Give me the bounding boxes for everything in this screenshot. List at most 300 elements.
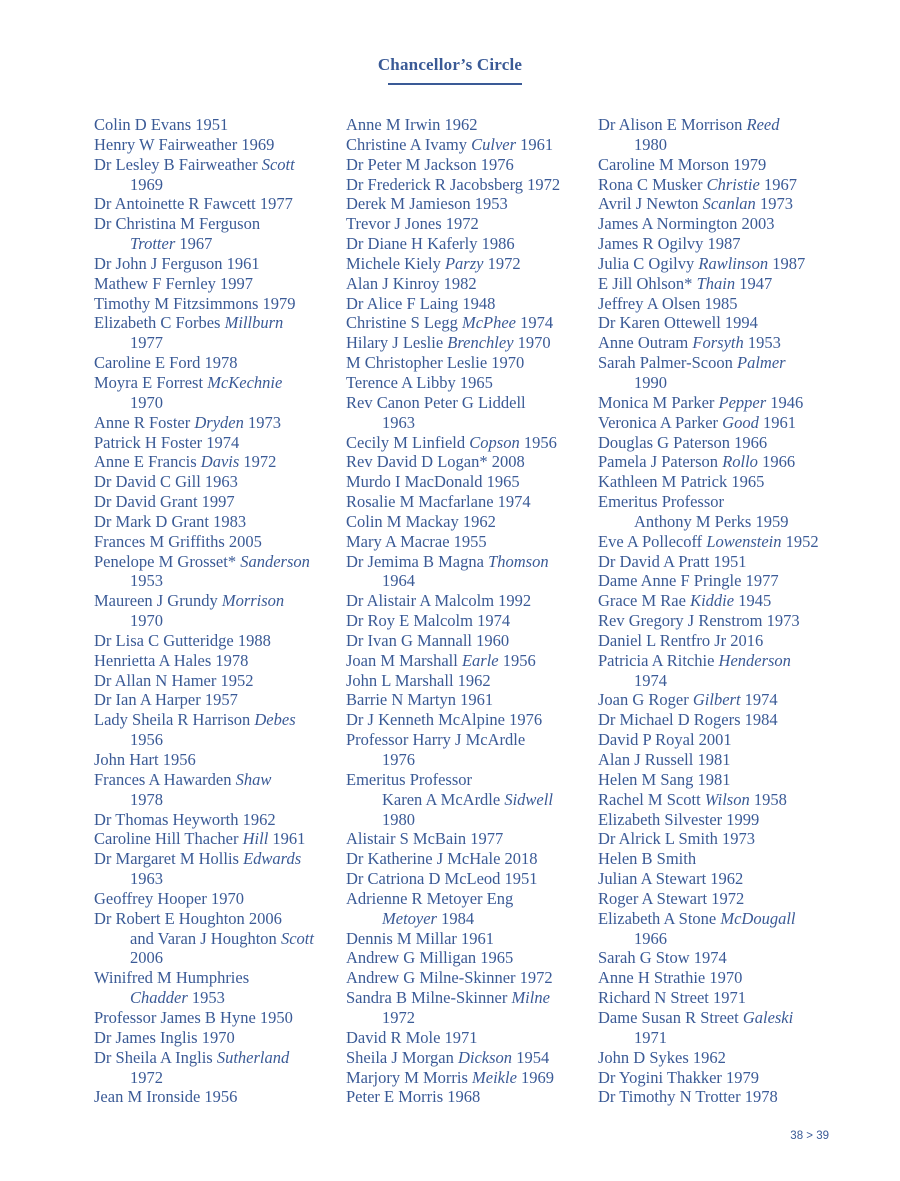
entry-line xyxy=(598,115,843,135)
donor-name: Rev David D Logan* 2008 xyxy=(346,452,525,472)
maiden-name: Meikle xyxy=(472,1067,517,1087)
donor-entry xyxy=(598,433,843,453)
entry-line xyxy=(598,571,843,591)
donor-name: Andrew G Milne-Skinner 1972 xyxy=(346,968,553,988)
donor-name: Hilary J Leslie xyxy=(346,333,448,353)
entry-line xyxy=(346,234,591,254)
donor-name: Trevor J Jones 1972 xyxy=(346,214,479,234)
entry-line xyxy=(94,630,339,651)
maiden-name: Milne xyxy=(511,988,550,1008)
donor-entry xyxy=(598,254,843,274)
donor-entry xyxy=(346,631,591,651)
entry-line xyxy=(94,650,339,671)
entry-line xyxy=(94,452,339,472)
donor-name: Adrienne R Metoyer Eng xyxy=(346,888,514,908)
donor-name: Dr Michael D Rogers 1984 xyxy=(598,710,778,730)
donor-entry xyxy=(598,552,843,572)
donor-name: Dr Thomas Heyworth 1962 xyxy=(94,809,276,829)
donor-name: Dr Sheila A Inglis xyxy=(94,1047,217,1067)
donor-entry xyxy=(598,214,843,234)
donor-entry xyxy=(346,254,591,274)
graduation-year: 1974 xyxy=(516,313,554,333)
donor-name: Avril J Newton xyxy=(598,194,703,214)
donor-name: Sarah G Stow 1974 xyxy=(598,948,727,968)
entry-line xyxy=(94,769,339,790)
maiden-name: Lowenstein xyxy=(706,531,782,551)
entry-line xyxy=(346,432,591,453)
donor-entry xyxy=(598,948,843,968)
entry-line xyxy=(598,333,843,353)
donor-name: Jeffrey A Olsen 1985 xyxy=(598,293,738,313)
donor-name: 1972 xyxy=(130,1067,163,1087)
donor-entry xyxy=(346,512,591,532)
donor-name: M Christopher Leslie 1970 xyxy=(346,353,525,373)
donor-name: Dr Allan N Hamer 1952 xyxy=(94,670,254,690)
maiden-name: Copson xyxy=(469,432,520,452)
donor-name: Dennis M Millar 1961 xyxy=(346,928,495,948)
donor-name: Veronica A Parker xyxy=(598,412,723,432)
name-column-2 xyxy=(346,115,591,1107)
donor-name: Rev Canon Peter G Liddell xyxy=(346,392,526,412)
maiden-name: Reed xyxy=(746,115,780,134)
entry-line xyxy=(598,253,843,274)
entry-line xyxy=(598,591,843,611)
donor-name: Jean M Ironside 1956 xyxy=(94,1087,238,1107)
donor-name: Dr Frederick R Jacobsberg 1972 xyxy=(346,174,561,194)
donor-entry xyxy=(346,651,591,671)
entry-line xyxy=(616,135,843,155)
donor-entry xyxy=(94,690,339,710)
donor-name: Pamela J Paterson xyxy=(598,452,723,472)
donor-entry xyxy=(346,115,591,135)
donor-name: Julian A Stewart 1962 xyxy=(598,869,744,889)
donor-entry xyxy=(346,194,591,214)
donor-entry xyxy=(94,1048,339,1088)
maiden-name: McDougall xyxy=(720,908,796,928)
donor-name: David R Mole 1971 xyxy=(346,1027,478,1047)
donor-name: Anthony M Perks 1959 xyxy=(634,511,789,531)
graduation-year: 1967 xyxy=(759,174,797,194)
donor-entry xyxy=(598,631,843,651)
entry-line xyxy=(598,769,843,790)
donor-entry xyxy=(346,948,591,968)
donor-name: Emeritus Professor xyxy=(598,492,725,512)
entry-line xyxy=(346,115,591,135)
donor-name: Caroline M Morson 1979 xyxy=(598,154,767,174)
donor-name: Roger A Stewart 1972 xyxy=(598,888,745,908)
donor-name: 1971 xyxy=(634,1027,667,1047)
entry-line xyxy=(598,869,843,889)
donor-name: Sheila J Morgan xyxy=(346,1047,458,1067)
entry-line xyxy=(346,690,591,710)
graduation-year: 1945 xyxy=(734,591,772,611)
graduation-year: 1958 xyxy=(749,789,787,809)
donor-name: Christine S Legg xyxy=(346,313,462,333)
donor-name: 1974 xyxy=(634,670,667,690)
donor-entry xyxy=(346,552,591,592)
donor-entry xyxy=(346,532,591,552)
donor-name: Helen B Smith xyxy=(598,849,697,869)
donor-entry xyxy=(598,829,843,849)
entry-line xyxy=(346,611,591,631)
entry-line xyxy=(364,413,591,433)
maiden-name: Culver xyxy=(471,134,517,154)
donor-name: 1990 xyxy=(634,372,667,392)
donor-name: 1976 xyxy=(382,750,415,769)
entry-line xyxy=(346,948,591,968)
entry-line xyxy=(346,174,591,195)
donor-name: Caroline Hill Thacher xyxy=(94,829,243,849)
entry-line xyxy=(598,1087,843,1107)
donor-entry xyxy=(94,671,339,691)
donor-entry xyxy=(346,591,591,611)
entry-line xyxy=(346,730,591,750)
entry-line xyxy=(346,214,591,234)
donor-entry xyxy=(94,274,339,294)
graduation-year: 1973 xyxy=(755,194,793,214)
entry-line xyxy=(94,908,339,929)
entry-line xyxy=(346,194,591,214)
maiden-name: Edwards xyxy=(243,849,302,869)
donor-entry xyxy=(598,909,843,949)
entry-line xyxy=(364,790,591,810)
donor-entry xyxy=(94,413,339,433)
donor-entry xyxy=(598,770,843,790)
donor-entry xyxy=(94,909,339,969)
donor-entry xyxy=(598,472,843,492)
entry-line xyxy=(598,650,843,671)
maiden-name: Good xyxy=(722,412,759,432)
entry-line xyxy=(616,1028,843,1048)
donor-name: Emeritus Professor xyxy=(346,769,473,789)
donor-name: 1964 xyxy=(382,571,415,591)
entry-line xyxy=(94,511,339,532)
graduation-year: 1954 xyxy=(512,1047,550,1067)
entry-line xyxy=(112,869,339,889)
maiden-name: Wilson xyxy=(704,789,750,809)
donor-entry xyxy=(346,452,591,472)
donor-name: 1972 xyxy=(382,1007,415,1027)
donor-entry xyxy=(346,274,591,294)
title-underline xyxy=(388,83,522,85)
entry-line xyxy=(94,670,339,691)
graduation-year: 1987 xyxy=(768,253,806,273)
donor-name: Mathew F Fernley 1997 xyxy=(94,273,254,293)
entry-line xyxy=(598,452,843,472)
donor-entry xyxy=(598,452,843,472)
entry-line xyxy=(598,313,843,333)
donor-name: Mary A Macrae 1955 xyxy=(346,531,487,551)
entry-line xyxy=(94,472,339,492)
graduation-year: 1973 xyxy=(243,412,281,432)
graduation-year: 1984 xyxy=(436,908,475,928)
entry-line xyxy=(112,175,339,195)
maiden-name: Davis xyxy=(200,452,240,472)
donor-entry xyxy=(346,1028,591,1048)
graduation-year: 1970 xyxy=(513,333,551,353)
donor-name: Caroline E Ford 1978 xyxy=(94,353,238,373)
donor-name: Professor Harry J McArdle xyxy=(346,730,526,750)
name-column-3 xyxy=(598,115,843,1107)
donor-name: James R Ogilvy 1987 xyxy=(598,234,741,254)
maiden-name: Christie xyxy=(706,174,760,194)
donor-entry xyxy=(598,968,843,988)
entry-line xyxy=(94,968,339,988)
donor-entry xyxy=(94,492,339,512)
maiden-name: Galeski xyxy=(742,1007,794,1027)
donor-entry xyxy=(598,413,843,433)
donor-name: Dr David C Gill 1963 xyxy=(94,472,238,492)
donor-entry xyxy=(598,869,843,889)
entry-line xyxy=(616,512,843,532)
entry-line xyxy=(94,412,339,433)
donor-name: Anne Outram xyxy=(598,333,693,353)
donor-name: 1978 xyxy=(130,789,163,809)
donor-name: Murdo I MacDonald 1965 xyxy=(346,472,520,492)
donor-name: Marjory M Morris xyxy=(346,1067,473,1087)
entry-line xyxy=(364,909,591,929)
maiden-name: Chadder xyxy=(130,988,188,1008)
donor-entry xyxy=(598,194,843,214)
donor-name: Dr Catriona D McLeod 1951 xyxy=(346,869,538,889)
entry-line xyxy=(598,412,843,433)
donor-name: Dame Susan R Street xyxy=(598,1007,743,1027)
entry-line xyxy=(616,671,843,691)
donor-entry xyxy=(598,690,843,710)
entry-line xyxy=(346,353,591,373)
donor-entry xyxy=(94,829,339,849)
donor-name: Rosalie M Macfarlane 1974 xyxy=(346,492,531,512)
graduation-year: 1946 xyxy=(766,392,804,412)
entry-line xyxy=(94,134,339,155)
donor-name: Dr Christina M Ferguson xyxy=(94,214,261,234)
donor-name: Dr Peter M Jackson 1976 xyxy=(346,154,514,174)
donor-name: Professor James B Hyne 1950 xyxy=(94,1007,293,1027)
donor-name: 1970 xyxy=(130,611,163,631)
donor-name: Dr Ian A Harper 1957 xyxy=(94,690,238,710)
entry-line xyxy=(94,551,339,572)
maiden-name: McPhee xyxy=(461,313,516,333)
donor-entry xyxy=(94,770,339,810)
entry-line xyxy=(346,988,591,1008)
entry-line xyxy=(112,948,339,968)
maiden-name: Shaw xyxy=(235,769,272,789)
maiden-name: Trotter xyxy=(130,234,176,254)
entry-line xyxy=(94,115,339,135)
donor-name: Alan J Kinroy 1982 xyxy=(346,273,477,293)
entry-line xyxy=(598,611,843,631)
donor-name: David P Royal 2001 xyxy=(598,730,732,750)
entry-line xyxy=(112,393,339,413)
donor-entry xyxy=(346,393,591,433)
donor-name: Dr David A Pratt 1951 xyxy=(598,551,747,571)
donor-entry xyxy=(598,492,843,532)
entry-line xyxy=(598,968,843,988)
entry-line xyxy=(94,253,339,274)
entry-line xyxy=(94,1027,339,1048)
entry-line xyxy=(364,571,591,591)
entry-line xyxy=(94,214,339,234)
donor-entry xyxy=(94,512,339,532)
entry-line xyxy=(346,670,591,691)
donor-name: Dr Katherine J McHale 2018 xyxy=(346,849,538,869)
donor-name: 1963 xyxy=(382,412,415,432)
entry-line xyxy=(598,234,843,254)
donor-entry xyxy=(346,313,591,333)
entry-line xyxy=(598,1047,843,1068)
maiden-name: Sanderson xyxy=(240,551,310,571)
maiden-name: Morrison xyxy=(221,591,285,611)
maiden-name: Dryden xyxy=(194,412,244,432)
maiden-name: Sidwell xyxy=(504,789,553,809)
graduation-year: 1952 xyxy=(781,531,819,551)
graduation-year: 1947 xyxy=(735,273,773,293)
donor-entry xyxy=(346,690,591,710)
donor-name: E Jill Ohlson* xyxy=(598,273,697,293)
graduation-year: 1953 xyxy=(187,988,225,1008)
donor-entry xyxy=(598,175,843,195)
entry-line xyxy=(94,313,339,333)
maiden-name: Earle xyxy=(461,650,499,670)
donor-name: Anne H Strathie 1970 xyxy=(598,968,743,988)
donor-entry xyxy=(94,353,339,373)
donor-entry xyxy=(346,433,591,453)
entry-line xyxy=(346,372,591,393)
entry-line xyxy=(346,452,591,472)
donor-name: Terence A Libby 1965 xyxy=(346,372,493,392)
entry-line xyxy=(598,710,843,730)
donor-name: Sarah Palmer-Scoon xyxy=(598,353,737,373)
donor-name: John Hart 1956 xyxy=(94,750,196,769)
donor-name: Anne M Irwin 1962 xyxy=(346,115,478,134)
donor-entry xyxy=(346,988,591,1028)
maiden-name: Parzy xyxy=(444,253,484,273)
donor-name: Henrietta A Hales 1978 xyxy=(94,650,249,670)
entry-line xyxy=(94,750,339,770)
maiden-name: Palmer xyxy=(736,353,786,373)
donor-name: Timothy M Fitzsimmons 1979 xyxy=(94,293,296,313)
entry-line xyxy=(112,571,339,591)
donor-name: and Varan J Houghton xyxy=(130,928,281,948)
donor-name: Daniel L Rentfro Jr 2016 xyxy=(598,630,764,650)
donor-name: Kathleen M Patrick 1965 xyxy=(598,472,765,492)
entry-line xyxy=(598,154,843,175)
donor-entry xyxy=(94,552,339,592)
donor-entry xyxy=(598,1068,843,1088)
entry-line xyxy=(346,1027,591,1048)
donor-name: 1977 xyxy=(130,333,163,353)
donor-entry xyxy=(598,393,843,413)
entry-line xyxy=(598,531,843,552)
entry-line xyxy=(364,1008,591,1028)
maiden-name: Rollo xyxy=(722,452,758,472)
graduation-year: 1966 xyxy=(757,452,796,472)
entry-line xyxy=(598,1067,843,1088)
entry-line xyxy=(598,730,843,750)
donor-name: Dr David Grant 1997 xyxy=(94,492,235,512)
donor-entry xyxy=(94,155,339,195)
donor-entry xyxy=(346,155,591,175)
maiden-name: McKechnie xyxy=(207,372,283,392)
donor-name: John D Sykes 1962 xyxy=(598,1047,726,1067)
donor-entry xyxy=(94,889,339,909)
donor-entry xyxy=(94,194,339,214)
entry-line xyxy=(598,492,843,512)
entry-line xyxy=(598,789,843,810)
donor-name: Dr Lisa C Gutteridge 1988 xyxy=(94,630,271,650)
entry-line xyxy=(346,888,591,909)
donor-name: Dr John J Ferguson 1961 xyxy=(94,253,260,273)
maiden-name: Metoyer xyxy=(382,908,437,928)
donor-entry xyxy=(94,1087,339,1107)
donor-name: Anne R Foster xyxy=(94,412,195,432)
entry-line xyxy=(112,988,339,1008)
graduation-year: 1972 xyxy=(483,253,521,273)
donor-entry xyxy=(94,591,339,631)
donor-entry xyxy=(598,274,843,294)
donor-entry xyxy=(94,1008,339,1028)
entry-line xyxy=(598,353,843,373)
donor-entry xyxy=(346,869,591,889)
donor-name: Dr Margaret M Hollis xyxy=(94,849,244,869)
donor-name: Rev Gregory J Renstrom 1973 xyxy=(598,611,800,631)
donor-name: Dr Yogini Thakker 1979 xyxy=(598,1067,760,1087)
donor-name: Cecily M Linfield xyxy=(346,432,470,452)
maiden-name: Rawlinson xyxy=(698,253,769,273)
entry-line xyxy=(598,988,843,1008)
donor-name: 1970 xyxy=(130,392,163,412)
donor-entry xyxy=(598,115,843,155)
donor-entry xyxy=(346,1068,591,1088)
entry-line xyxy=(94,194,339,214)
entry-line xyxy=(346,273,591,294)
entry-line xyxy=(112,611,339,631)
donor-entry xyxy=(346,611,591,631)
graduation-year: 1969 xyxy=(516,1067,555,1087)
entry-line xyxy=(94,690,339,710)
donor-entry xyxy=(94,214,339,254)
donor-name: Peter E Morris 1968 xyxy=(346,1087,481,1107)
maiden-name: Pepper xyxy=(718,392,767,412)
donor-entry xyxy=(598,155,843,175)
entry-line xyxy=(346,492,591,512)
donor-entry xyxy=(598,611,843,631)
donor-name: Dr Mark D Grant 1983 xyxy=(94,511,247,531)
donor-entry xyxy=(94,472,339,492)
donor-name: Dr Alistair A Malcolm 1992 xyxy=(346,591,532,611)
entry-line xyxy=(598,750,843,770)
donor-entry xyxy=(346,829,591,849)
donor-name: John L Marshall 1962 xyxy=(346,670,491,690)
donor-name: Monica M Parker xyxy=(598,392,719,412)
donor-entry xyxy=(94,1028,339,1048)
donor-name: Dr Alison E Morrison xyxy=(598,115,747,134)
entry-line xyxy=(94,809,339,830)
entry-line xyxy=(94,829,339,849)
donor-entry xyxy=(346,472,591,492)
donor-entry xyxy=(346,294,591,314)
entry-line xyxy=(598,214,843,234)
donor-name: Dr Alrick L Smith 1973 xyxy=(598,829,756,849)
donor-name: Michele Kiely xyxy=(346,253,445,273)
entry-line xyxy=(346,630,591,651)
maiden-name: Thomson xyxy=(488,551,549,571)
donor-name: 1953 xyxy=(130,571,163,591)
entry-line xyxy=(346,511,591,532)
entry-line xyxy=(364,750,591,770)
donor-entry xyxy=(94,710,339,750)
donor-name: Dame Anne F Pringle 1977 xyxy=(598,571,779,591)
